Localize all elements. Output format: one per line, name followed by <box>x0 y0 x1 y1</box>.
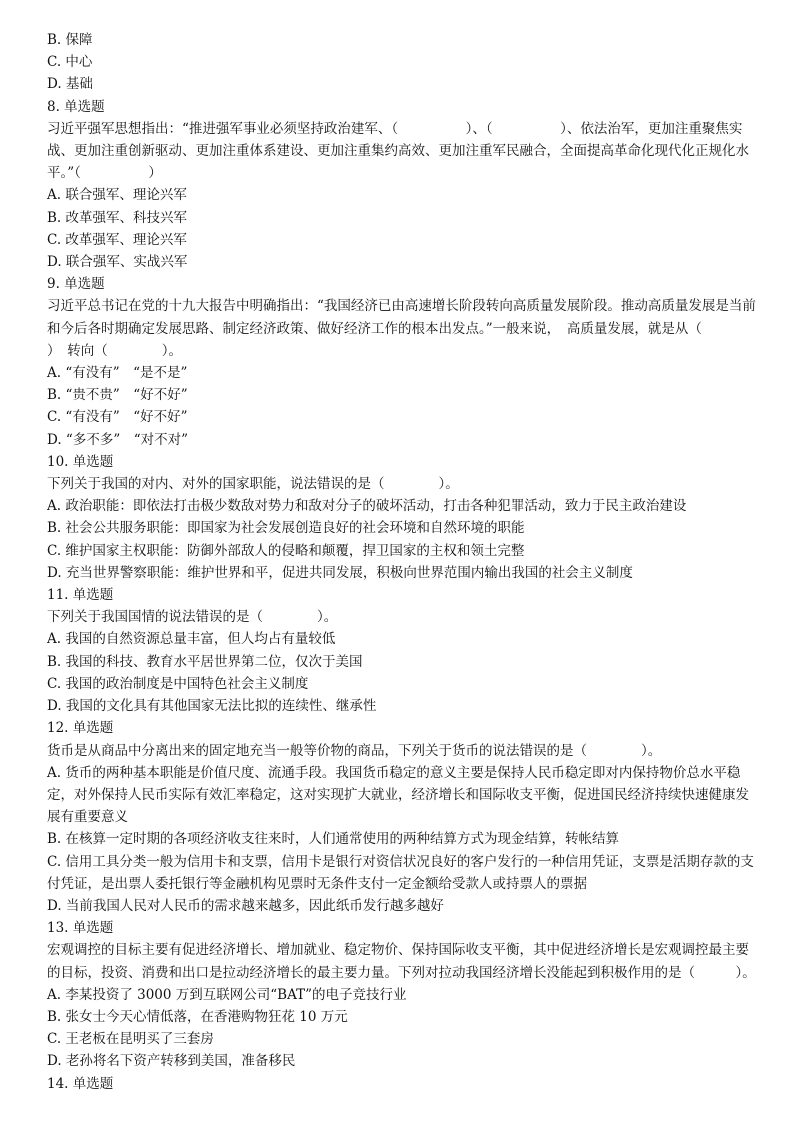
question-stem: 宏观调控的目标主要有促进经济增长、增加就业、稳定物价、保持国际收支平衡，其中促进经济增长是宏观调控最主要的目标，投资、消费和出口是拉动经济增长的最主要力量。下列对拉动我国经济增长没能起到积极作用的是（ ）。 <box>47 942 756 981</box>
option-b: B. “贵不贵” “好不好” <box>47 387 188 404</box>
option-c: C. 改革强军、理论兴军 <box>47 231 187 248</box>
question-stem: 习近平强军思想指出：“推进强军事业必须坚持政治建军、（ ）、（ ）、依法治军，更加注重聚焦实战、更加注重创新驱动、更加注重体系建设、更加注重集约高效、更加注重军民融合，全面提高革命化现代化正规化水平。”（ ） <box>47 120 749 182</box>
question-header: 8. 单选题 <box>47 98 105 115</box>
option-d: D. 联合强军、实战兴军 <box>47 254 188 271</box>
question-stem: 下列关于我国的对内、对外的国家职能，说法错误的是（ ）。 <box>47 476 459 493</box>
option-b: B. 在核算一定时期的各项经济收支往来时，人们通常使用的两种结算方式为现金结算，转帐结算 <box>47 831 620 848</box>
question-stem: 货币是从商品中分离出来的固定地充当一般等价物的商品，下列关于货币的说法错误的是（ ）。 <box>47 742 662 759</box>
option-d: D. 充当世界警察职能：维护世界和平，促进共同发展，积极向世界范围内输出我国的社会主义制度 <box>47 564 633 581</box>
option-c: C. 信用工具分类一般为信用卡和支票，信用卡是银行对资信状况良好的客户发行的一种信用凭证，支票是活期存款的支付凭证，是出票人委托银行等金融机构见票时无条件支付一定金额给受款人或持票人的票据 <box>47 853 754 892</box>
question-stem: 习近平总书记在党的十九大报告中明确指出：“我国经济已由高速增长阶段转向高质量发展阶段。推动高质量发展是当前和今后各时期确定发展思路、制定经济政策、做好经济工作的根本出发点。”一般来说， 高质量发展，就是从（ ） 转向（ ）。 <box>47 298 756 359</box>
option-a: A. “有没有” “是不是” <box>47 365 188 382</box>
option-c: C. 王老板在昆明买了三套房 <box>47 1031 214 1048</box>
question-stem: 下列关于我国国情的说法错误的是（ ）。 <box>47 609 338 626</box>
question-header: 10. 单选题 <box>47 453 114 470</box>
question-header: 14. 单选题 <box>47 1075 114 1092</box>
option-c: C. “有没有” “好不好” <box>47 409 188 426</box>
question-header: 11. 单选题 <box>47 587 114 604</box>
option-d: D. 老孙将名下资产转移到美国，准备移民 <box>47 1053 296 1070</box>
option-c: C. 维护国家主权职能：防御外部敌人的侵略和颠覆，捍卫国家的主权和领土完整 <box>47 542 525 559</box>
option-d: D. “多不多” “对不对” <box>47 431 189 448</box>
question-header: 9. 单选题 <box>47 276 105 293</box>
option-b: B. 保障 <box>47 32 93 48</box>
option-a: A. 李某投资了 3000 万到互联网公司“BAT”的电子竞技行业 <box>47 986 407 1003</box>
option-c: C. 我国的政治制度是中国特色社会主义制度 <box>47 675 309 692</box>
option-a: A. 政治职能：即依法打击极少数敌对势力和敌对分子的破坏活动，打击各种犯罪活动，致力于民主政治建设 <box>47 498 687 515</box>
option-b: B. 社会公共服务职能：即国家为社会发展创造良好的社会环境和自然环境的职能 <box>47 520 525 537</box>
option-c: C. 中心 <box>47 54 93 71</box>
option-a: A. 货币的两种基本职能是价值尺度、流通手段。我国货币稳定的意义主要是保持人民币稳定即对内保持物价总水平稳定，对外保持人民币实际有效汇率稳定，这对实现扩大就业，经济增长和国际收支平衡，促进国民经济持续快速健康发展有重要意义 <box>47 764 749 826</box>
question-header: 13. 单选题 <box>47 920 114 937</box>
option-d: D. 当前我国人民对人民币的需求越来越多，因此纸币发行越多越好 <box>47 897 444 914</box>
option-b: B. 我国的科技、教育水平居世界第二位，仅次于美国 <box>47 653 363 670</box>
option-b: B. 改革强军、科技兴军 <box>47 209 188 226</box>
question-header: 12. 单选题 <box>47 720 114 737</box>
option-d: D. 我国的文化具有其他国家无法比拟的连续性、继承性 <box>47 698 377 715</box>
option-d: D. 基础 <box>47 76 93 93</box>
option-a: A. 联合强军、理论兴军 <box>47 187 187 204</box>
option-a: A. 我国的自然资源总量丰富，但人均占有量较低 <box>47 631 336 648</box>
option-b: B. 张女士今天心情低落，在香港购物狂花 10 万元 <box>47 1008 348 1025</box>
